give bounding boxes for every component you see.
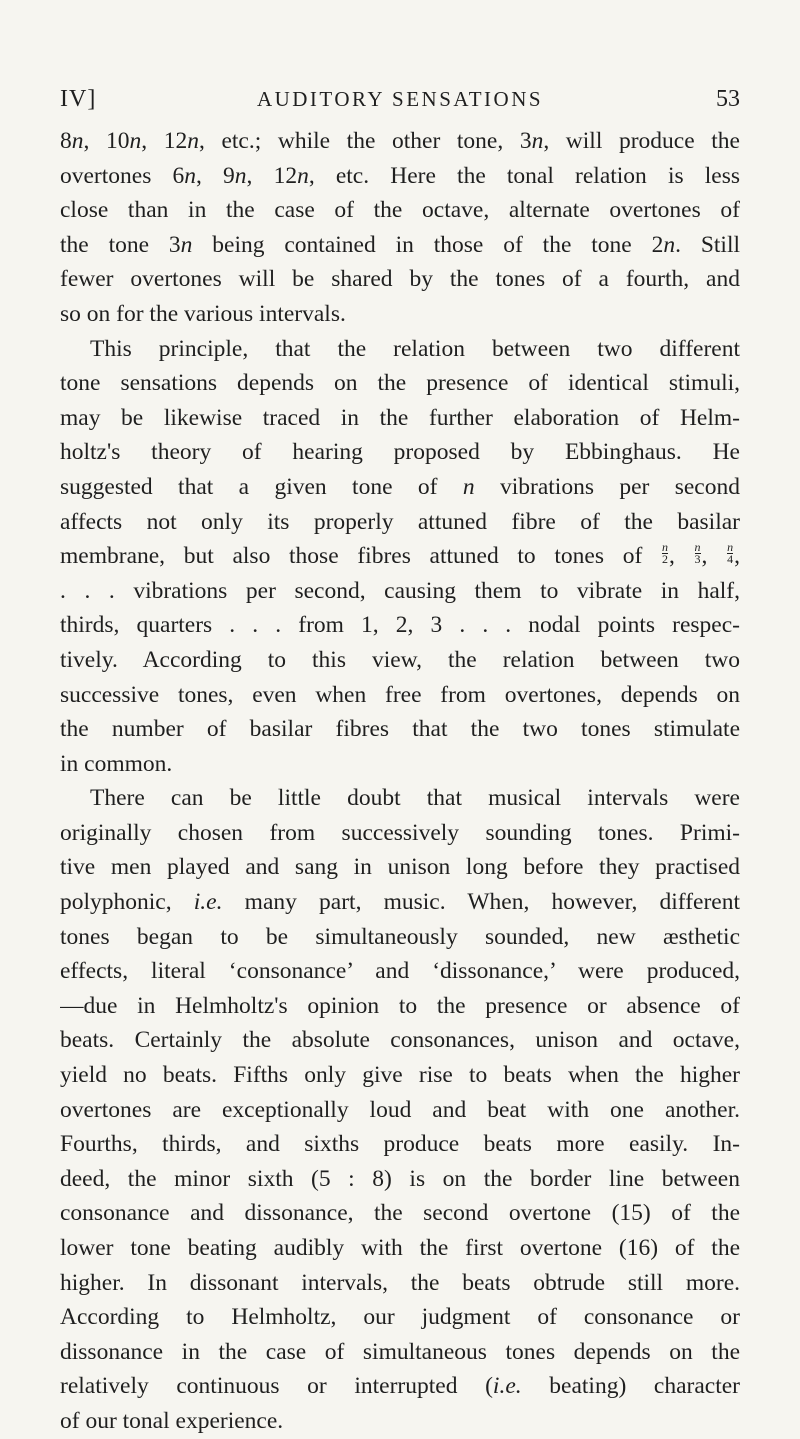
text-line: in common. — [60, 750, 173, 777]
paragraph-start: There can be little doubt that musical intervals were — [90, 785, 740, 812]
page-number: 53 — [716, 86, 740, 112]
text-line: suggested that a given tone of n vibrations per second — [60, 473, 740, 500]
text-line: so on for the various intervals. — [60, 300, 346, 327]
text-line: deed, the minor sixth (5 : 8) is on the border line between — [60, 1165, 740, 1192]
text-line: According to Helmholtz, our judgment of consonance or — [60, 1304, 740, 1331]
text-line: the tone 3n being contained in those of the tone 2n. Still — [60, 231, 740, 258]
text-line: beats. Certainly the absolute consonances, unison and octave, — [60, 1027, 740, 1054]
text-line: close than in the case of the octave, alternate overtones of — [60, 197, 740, 224]
running-head — [60, 82, 740, 116]
text-line: the number of basilar fibres that the two tones stimulate — [60, 716, 740, 743]
text-line: fewer overtones will be shared by the tones of a fourth, and — [60, 266, 740, 293]
fraction-third: $\frac{n}{3}$ — [694, 539, 701, 566]
text-line: . . . vibrations per second, causing them to vibrate in half, — [60, 577, 740, 604]
text-line: effects, literal ‘consonance’ and ‘dissonance,’ were produced, — [60, 958, 740, 985]
text-line: originally chosen from successively sounding tones. Primi- — [60, 819, 740, 846]
text-line: relatively continuous or interrupted (i.e. beating) character — [60, 1373, 740, 1400]
text-line: Fourths, thirds, and sixths produce beats more easily. In- — [60, 1131, 740, 1158]
text-line: successive tones, even when free from overtones, depends on — [60, 681, 740, 708]
text-line: tone sensations depends on the presence of identical stimuli, — [60, 370, 740, 397]
text-line: lower tone beating audibly with the first overtone (16) of the — [60, 1235, 740, 1261]
fraction-half: $\frac{n}{2}$ — [661, 539, 668, 566]
body-text — [60, 124, 740, 1439]
text-line: affects not only its properly attuned fibre of the basilar — [60, 508, 740, 535]
text-line: holtz's theory of hearing proposed by Ebbinghaus. He — [60, 439, 740, 466]
text-line: tones began to be simultaneously sounded, new æsthetic — [60, 923, 740, 950]
text-line: may be likewise traced in the further elaboration of Helm- — [60, 404, 740, 431]
text-line: membrane, but also those fibres attuned to tones of $\frac{n}{2}$ , $\frac{n}{3}$ , $\frac{n}{4}$ , — [60, 539, 740, 570]
text-line: overtones are exceptionally loud and beat with one another. — [60, 1096, 740, 1123]
text-line: tively. According to this view, the relation between two — [60, 646, 740, 673]
text-line: tive men played and sang in unison long before they practised — [60, 854, 740, 881]
text-line: thirds, quarters . . . from 1, 2, 3 . . . nodal points respec- — [60, 612, 740, 639]
text-line: polyphonic, i.e. many part, music. When, however, different — [60, 889, 740, 916]
text-line: consonance and dissonance, the second overtone (15) of the — [60, 1200, 740, 1227]
fraction-quarter: $\frac{n}{4}$ — [727, 539, 734, 566]
text-line: higher. In dissonant intervals, the beats obtrude still more. — [60, 1269, 740, 1296]
text-line: of our tonal experience. — [60, 1407, 284, 1434]
chapter-marker: IV] — [60, 86, 97, 112]
text-line: overtones 6n, 9n, 12n, etc. Here the tonal relation is less — [60, 162, 740, 189]
paragraph-start: This principle, that the relation between two different — [90, 335, 740, 362]
text-line: —due in Helmholtz's opinion to the presence or absence of — [60, 992, 740, 1019]
text-line: dissonance in the case of simultaneous tones depends on the — [60, 1338, 740, 1365]
running-title: AUDITORY SENSATIONS — [256, 87, 544, 111]
text-line: yield no beats. Fifths only give rise to beats when the higher — [60, 1062, 740, 1089]
text-line: 8n, 10n, 12n, etc.; while the other tone, 3n, will produce the — [60, 128, 740, 154]
